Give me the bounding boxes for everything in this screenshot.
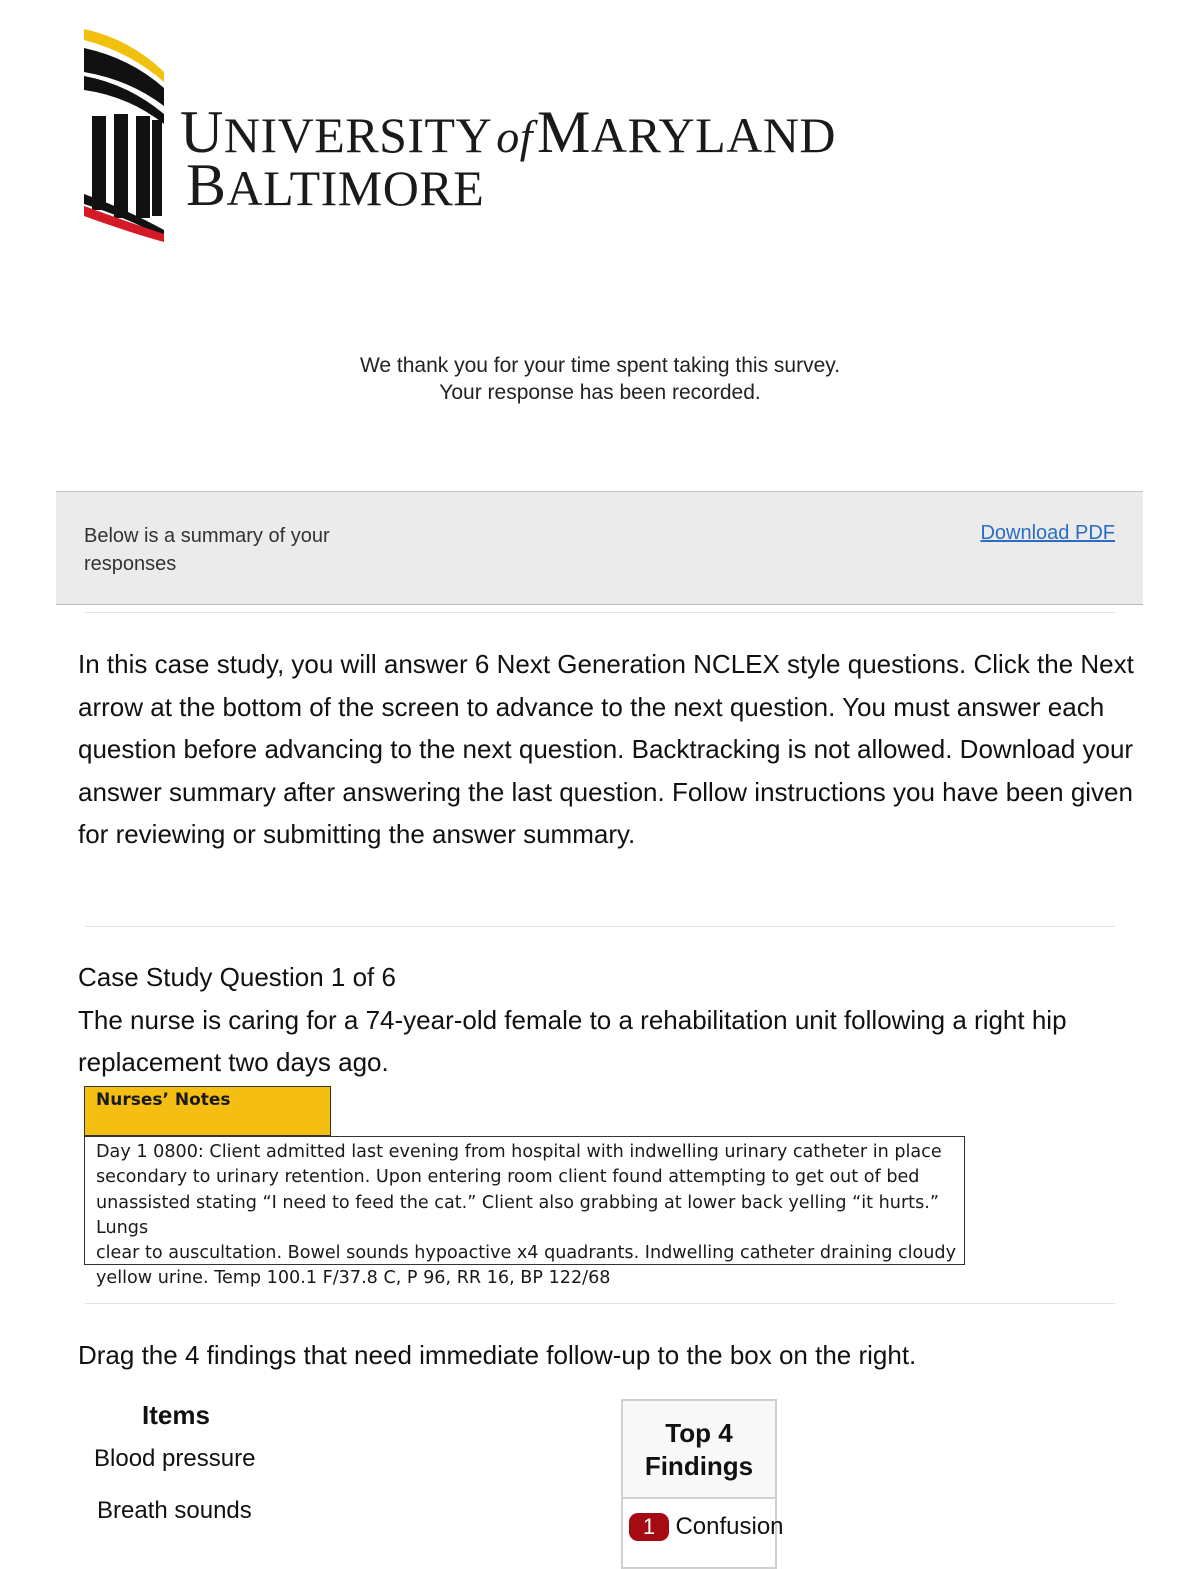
download-pdf-link[interactable]: Download PDF: [980, 522, 1115, 544]
logo-wordmark-line1: UNIVERSITYofMARYLAND: [180, 99, 837, 165]
nurses-notes-title: Nurses’ Notes: [96, 1090, 231, 1110]
divider: [85, 926, 1115, 927]
rank-badge: 1: [629, 1513, 669, 1541]
thank-you-message: [0, 352, 1200, 406]
nurses-notes-tab: [84, 1086, 331, 1136]
top-findings-drop-box[interactable]: [621, 1399, 784, 1569]
notes-line: yellow urine. Temp 100.1 F/37.8 C, P 96, RR 16, BP 122/68: [96, 1268, 611, 1289]
notes-line: clear to auscultation. Bowel sounds hypoactive x4 quadrants. Indwelling catheter draining cloudy: [96, 1243, 957, 1264]
divider: [85, 612, 1115, 613]
draggable-item-blood-pressure[interactable]: Blood pressure: [94, 1445, 256, 1472]
items-heading: Items: [142, 1400, 210, 1430]
thank-you-line1: We thank you for your time spent taking this survey.: [359, 354, 841, 377]
question-prompt: The nurse is caring for a 74-year-old female to a rehabilitation unit following a right hip replacement two days ago.: [78, 1004, 1067, 1077]
thank-you-line2: Your response has been recorded.: [439, 381, 761, 404]
notes-line: Day 1 0800: Client admitted last evening from hospital with indwelling urinary catheter in place: [96, 1142, 942, 1162]
finding-item-confusion[interactable]: [629, 1513, 784, 1541]
university-logo: [78, 24, 858, 244]
nurses-notes-text: [96, 1140, 956, 1292]
question-number: Case Study Question 1 of 6: [78, 962, 396, 992]
logo-wordmark-line2: BALTIMORE: [186, 152, 485, 218]
summary-bar: [56, 491, 1143, 605]
notes-line: unassisted stating “I need to feed the cat.” Client also grabbing at lower back yelling “it hurts.” Lungs: [96, 1192, 939, 1238]
notes-line: secondary to urinary retention. Upon entering room client found attempting to get out of bed: [96, 1167, 920, 1188]
draggable-item-breath-sounds[interactable]: Breath sounds: [97, 1497, 252, 1524]
drag-instruction: Drag the 4 findings that need immediate follow-up to the box on the right.: [78, 1340, 917, 1370]
university-column-emblem-icon: [78, 24, 170, 244]
findings-heading: [623, 1401, 775, 1499]
intro-paragraph: In this case study, you will answer 6 Next Generation NCLEX style questions. Click the Next arrow at the bottom of the screen to advance to the next question. You must answer each question before advancing to the next question. Backtracking is not allowed. Download your answer summary after answering the last question. Follow instructions you have been given for reviewing or submitting the answer summary.: [78, 649, 1134, 849]
question-block: [78, 956, 1138, 1084]
divider: [85, 1303, 1115, 1304]
nurses-notes-box: [84, 1136, 965, 1289]
findings-heading-line1: Top 4: [665, 1418, 733, 1448]
finding-label: Confusion: [675, 1513, 784, 1540]
summary-text: Below is a summary of your responses: [84, 525, 330, 575]
findings-heading-line2: Findings: [644, 1451, 754, 1481]
